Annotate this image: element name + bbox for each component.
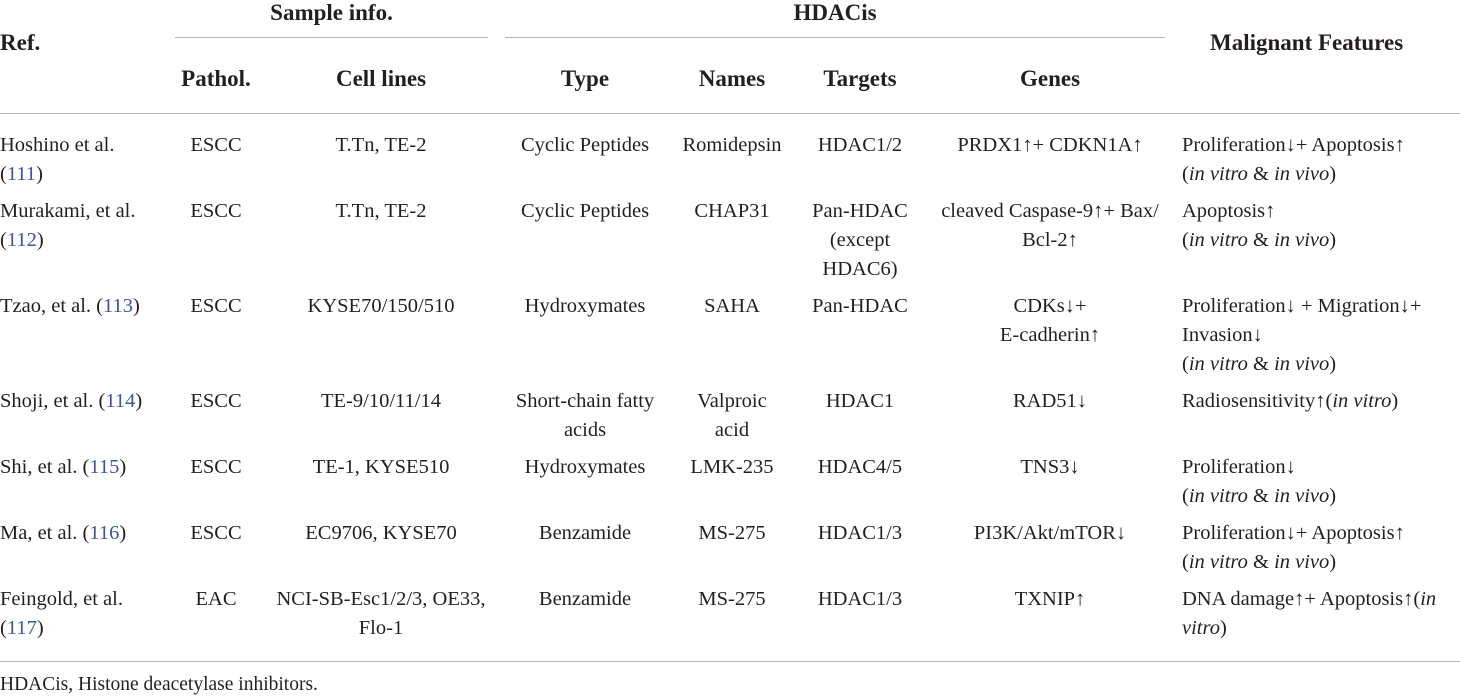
table-row-ref: Tzao, et al. (113) xyxy=(0,295,140,317)
table-row-features: Proliferation↓+ Apoptosis↑ (in vitro & in vivo) xyxy=(1182,522,1405,573)
table-row-names: Romidepsin xyxy=(682,134,782,156)
table-row-targets: HDAC1/3 xyxy=(817,522,903,544)
table-row-cells: EC9706, KYSE70 xyxy=(305,522,457,544)
table-row-ref: Shi, et al. (115) xyxy=(0,456,127,478)
table-row-type: Hydroxymates xyxy=(524,456,646,478)
table-row-ref: Shoji, et al. (114) xyxy=(0,390,143,412)
reference-link[interactable]: 115 xyxy=(89,456,120,478)
table-row-names: MS-275 xyxy=(698,588,766,610)
table-row-pathol: ESCC xyxy=(190,295,242,317)
reference-link[interactable]: 111 xyxy=(6,163,37,185)
header-cell-lines: Cell lines xyxy=(335,66,427,91)
header-malignant-features: Malignant Features xyxy=(1210,30,1404,55)
table-row-pathol: ESCC xyxy=(190,200,242,222)
header-targets: Targets xyxy=(823,66,897,91)
table-row-ref: Murakami, et al. (112) xyxy=(0,200,136,251)
reference-link[interactable]: 112 xyxy=(6,229,37,251)
table-row-genes: TXNIP↑ xyxy=(1014,588,1086,610)
header-bottom-rule xyxy=(0,113,1460,114)
table-row-ref: Hoshino et al. (111) xyxy=(0,134,115,185)
table-row-cells: TE-1, KYSE510 xyxy=(312,456,450,478)
header-pathol: Pathol. xyxy=(181,66,251,91)
table-row-pathol: ESCC xyxy=(190,390,242,412)
table-row-genes: RAD51↓ xyxy=(1012,390,1088,412)
table-footnote: HDACis, Histone deacetylase inhibitors. xyxy=(0,674,318,695)
table-row-targets: HDAC4/5 xyxy=(817,456,903,478)
group-rule-hdacis xyxy=(505,37,1165,38)
table-row-names: Valproic acid xyxy=(697,390,767,441)
header-hdacis: HDACis xyxy=(793,0,877,25)
header-names: Names xyxy=(698,66,766,91)
table-row-type: Benzamide xyxy=(538,588,632,610)
table-row-features: DNA damage↑+ Apoptosis↑(in vitro) xyxy=(1182,588,1437,639)
table-row-pathol: ESCC xyxy=(190,456,242,478)
table-row-names: SAHA xyxy=(704,295,760,317)
reference-link[interactable]: 117 xyxy=(6,617,37,639)
reference-link[interactable]: 114 xyxy=(105,390,136,412)
table-row-ref: Feingold, et al. (117) xyxy=(0,588,123,639)
table-row-features: Proliferation↓ + Migration↓+ Invasion↓ (in vitro & in vivo) xyxy=(1182,295,1422,375)
table-row-features: Proliferation↓ (in vitro & in vivo) xyxy=(1182,456,1337,507)
reference-link[interactable]: 116 xyxy=(89,522,120,544)
table-row-genes: PI3K/Akt/mTOR↓ xyxy=(973,522,1127,544)
header-ref: Ref. xyxy=(0,30,41,55)
table-row-cells: TE-9/10/11/14 xyxy=(321,390,441,412)
table-row-features: Radiosensitivity↑(in vitro) xyxy=(1182,390,1399,412)
table-row-targets: Pan-HDAC xyxy=(812,295,908,317)
group-rule-sample xyxy=(175,37,488,38)
table-row-type: Benzamide xyxy=(538,522,632,544)
table-row-type: Cyclic Peptides xyxy=(520,200,650,222)
header-genes: Genes xyxy=(1019,66,1081,91)
table-row-features: Apoptosis↑ (in vitro & in vivo) xyxy=(1182,200,1337,251)
table-row-names: CHAP31 xyxy=(694,200,770,222)
table-row-pathol: EAC xyxy=(195,588,237,610)
header-sample-info: Sample info. xyxy=(270,0,393,25)
reference-link[interactable]: 113 xyxy=(103,295,134,317)
table-row-targets: HDAC1/2 xyxy=(817,134,903,156)
table-row-cells: T.Tn, TE-2 xyxy=(335,134,427,156)
table-row-cells: NCI-SB-Esc1/2/3, OE33, Flo-1 xyxy=(276,588,486,639)
table-row-features: Proliferation↓+ Apoptosis↑ (in vitro & in vivo) xyxy=(1182,134,1405,185)
table-row-genes: cleaved Caspase-9↑+ Bax/ Bcl-2↑ xyxy=(941,200,1159,251)
table-row-type: Cyclic Peptides xyxy=(520,134,650,156)
table-row-names: MS-275 xyxy=(698,522,766,544)
table-row-targets: Pan-HDAC (except HDAC6) xyxy=(812,200,908,280)
table-row-genes: CDKs↓+ E-cadherin↑ xyxy=(999,295,1101,346)
table-row-ref: Ma, et al. (116) xyxy=(0,522,127,544)
table-row-genes: TNS3↓ xyxy=(1020,456,1080,478)
table-row-cells: KYSE70/150/510 xyxy=(307,295,455,317)
table-row-pathol: ESCC xyxy=(190,134,242,156)
table-row-names: LMK-235 xyxy=(690,456,774,478)
table-bottom-rule xyxy=(0,661,1460,662)
table-row-targets: HDAC1 xyxy=(825,390,895,412)
table-row-genes: PRDX1↑+ CDKN1A↑ xyxy=(957,134,1143,156)
table-row-type: Short-chain fatty acids xyxy=(515,390,655,441)
table-row-cells: T.Tn, TE-2 xyxy=(335,200,427,222)
table-row-pathol: ESCC xyxy=(190,522,242,544)
table-row-type: Hydroxymates xyxy=(524,295,646,317)
header-type: Type xyxy=(560,66,610,91)
table-row-targets: HDAC1/3 xyxy=(817,588,903,610)
